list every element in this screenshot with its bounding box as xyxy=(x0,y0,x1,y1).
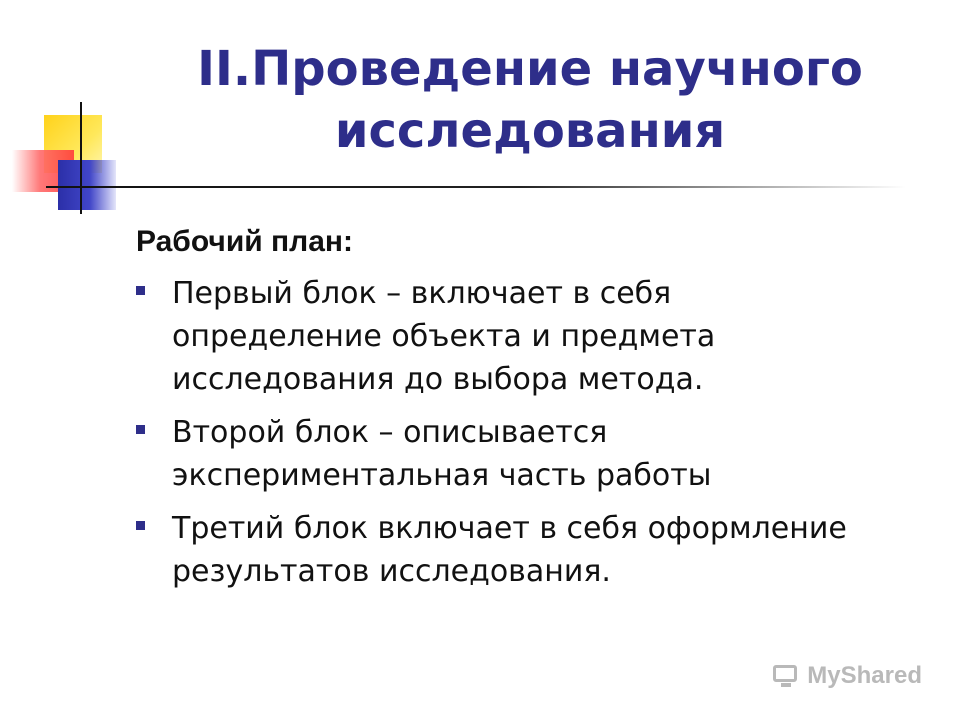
bullet-text-line: определение объекта и предмета xyxy=(172,319,716,354)
bullet-text-line: Первый блок – включает в себя xyxy=(172,276,672,311)
square-bullet-icon xyxy=(136,425,145,434)
bullet-text-line: результатов исследования. xyxy=(172,554,611,589)
watermark[interactable] xyxy=(771,662,922,690)
watermark-text: MyShared xyxy=(807,662,922,689)
blue-square xyxy=(58,160,116,210)
bullet-text-line: экспериментальная часть работы xyxy=(172,458,712,493)
bullet-list xyxy=(136,272,936,593)
square-bullet-icon xyxy=(136,521,145,530)
bullet-text-line: Второй блок – описывается xyxy=(172,415,608,450)
bullet-item-3 xyxy=(136,507,936,593)
square-bullet-icon xyxy=(136,286,145,295)
bullet-text-line: Третий блок включает в себя оформление xyxy=(172,511,847,546)
subheading: Рабочий план: xyxy=(136,225,354,258)
corner-decoration xyxy=(0,0,140,230)
slide-content xyxy=(136,222,936,603)
title-line-2: исследования xyxy=(334,103,726,159)
monitor-icon xyxy=(771,663,801,689)
vertical-rule xyxy=(80,102,82,214)
title-line-1: II.Проведение научного xyxy=(197,41,863,97)
bullet-text-line: исследования до выбора метода. xyxy=(172,362,704,397)
bullet-item-2 xyxy=(136,411,936,497)
bullet-item-1 xyxy=(136,272,936,401)
slide-title xyxy=(150,38,910,162)
horizontal-rule xyxy=(46,186,906,188)
